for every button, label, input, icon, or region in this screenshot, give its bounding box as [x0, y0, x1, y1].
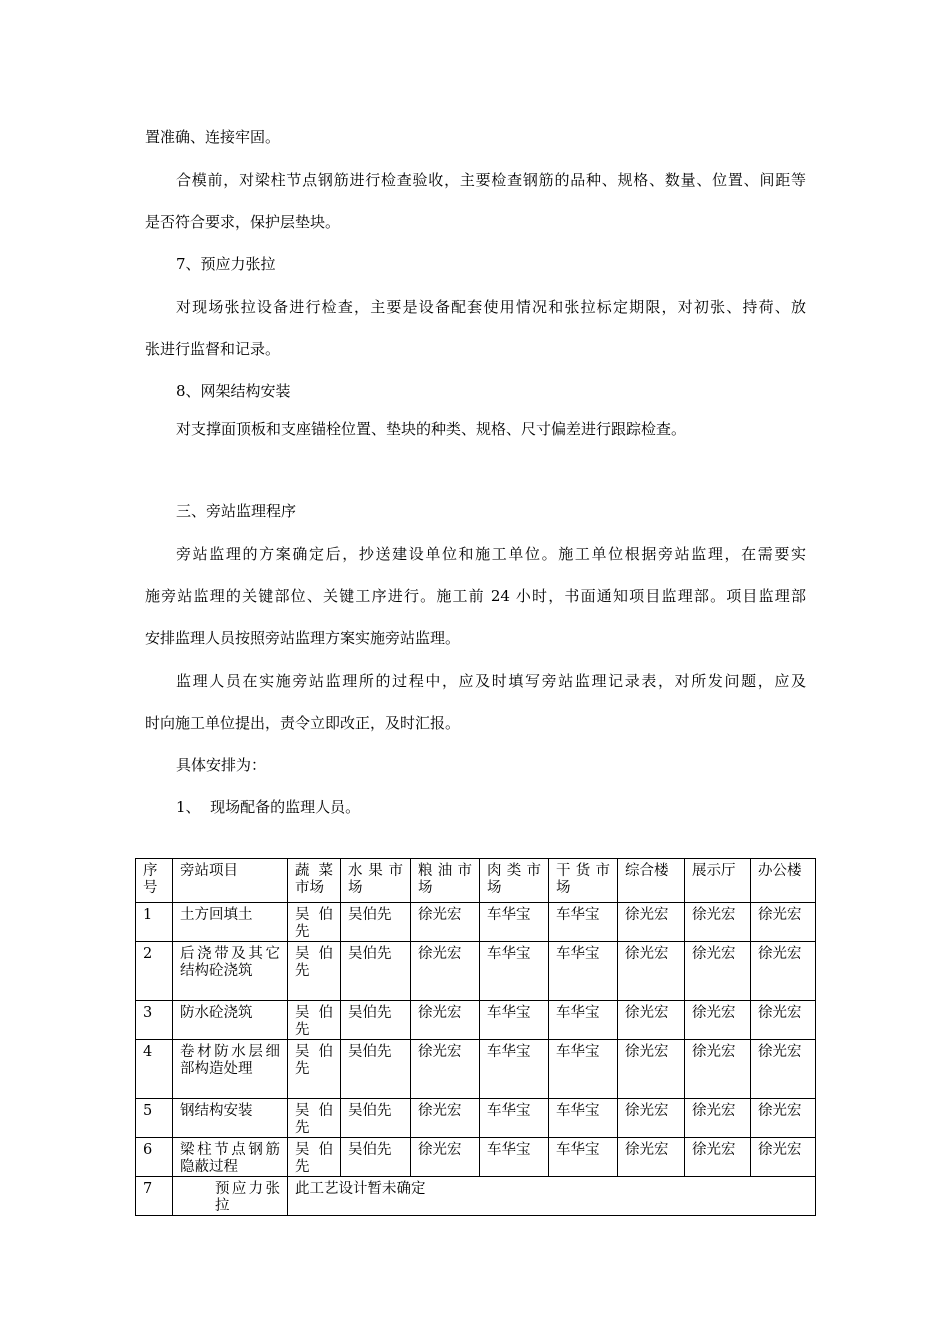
merged-note-cell: 此工艺设计暂未确定: [288, 1177, 816, 1216]
table-cell: 徐光宏: [751, 942, 816, 1001]
table-cell: 吴伯先: [288, 1040, 341, 1099]
paragraph-line: 具体安排为：: [176, 756, 267, 774]
table-cell: 车华宝: [480, 942, 549, 1001]
table-cell: 徐光宏: [411, 1138, 480, 1177]
table-cell: 车华宝: [549, 942, 618, 1001]
supervision-staff-table: [135, 858, 816, 1216]
section-heading: 三、旁站监理程序: [176, 502, 297, 520]
header-cell: 综合楼: [618, 859, 685, 903]
table-cell: 土方回填土: [173, 903, 288, 942]
table-cell: 徐光宏: [685, 1001, 751, 1040]
section-heading: 7、预应力张拉: [176, 255, 276, 273]
table-cell: 6: [136, 1138, 173, 1177]
table-cell: 车华宝: [549, 1099, 618, 1138]
table-cell: 7: [136, 1177, 173, 1216]
paragraph-line: 对支撑面顶板和支座锚栓位置、垫块的种类、规格、尺寸偏差进行跟踪检查。: [176, 420, 687, 438]
paragraph-line: 置准确、连接牢固。: [145, 128, 281, 146]
table-cell: 徐光宏: [618, 1138, 685, 1177]
table-cell: 车华宝: [480, 1001, 549, 1040]
table-row: [136, 942, 816, 1001]
table-cell: 防水砼浇筑: [173, 1001, 288, 1040]
table-cell: 车华宝: [549, 1138, 618, 1177]
header-cell: 肉类市场: [480, 859, 549, 903]
table-cell: 徐光宏: [751, 1040, 816, 1099]
table-cell: 车华宝: [480, 1138, 549, 1177]
table-cell: 梁柱节点钢筋隐蔽过程: [173, 1138, 288, 1177]
table-cell: 徐光宏: [411, 942, 480, 1001]
table-cell: 4: [136, 1040, 173, 1099]
paragraph-line: 是否符合要求，保护层垫块。: [145, 213, 341, 231]
table-cell: 1: [136, 903, 173, 942]
table-cell: 徐光宏: [618, 1040, 685, 1099]
table-cell: 车华宝: [480, 1040, 549, 1099]
table-cell: 吴伯先: [341, 903, 411, 942]
table-row: [136, 1099, 816, 1138]
table-cell: 车华宝: [549, 903, 618, 942]
table-cell: 徐光宏: [411, 1001, 480, 1040]
table-cell: 卷材防水层细部构造处理: [173, 1040, 288, 1099]
paragraph-line: 合模前，对梁柱节点钢筋进行检查验收，主要检查钢筋的品种、规格、数量、位置、间距等: [176, 171, 806, 189]
table-cell: 徐光宏: [618, 1099, 685, 1138]
table-cell: 后浇带及其它结构砼浇筑: [173, 942, 288, 1001]
table-cell: 吴伯先: [341, 942, 411, 1001]
section-heading: 8、网架结构安装: [176, 382, 291, 400]
table-cell: 徐光宏: [685, 903, 751, 942]
paragraph-line: 监理人员在实施旁站监理所的过程中，应及时填写旁站监理记录表，对所发问题，应及: [176, 672, 806, 690]
table-cell: 徐光宏: [618, 1001, 685, 1040]
header-cell: 办公楼: [751, 859, 816, 903]
table-cell: 吴伯先: [341, 1040, 411, 1099]
header-cell: 干货市场: [549, 859, 618, 903]
table-cell: 车华宝: [480, 1099, 549, 1138]
table-cell: 吴伯先: [341, 1138, 411, 1177]
paragraph-line: 旁站监理的方案确定后，抄送建设单位和施工单位。施工单位根据旁站监理，在需要实: [176, 545, 806, 563]
table-row: [136, 903, 816, 942]
table-cell: 徐光宏: [751, 903, 816, 942]
table-row: [136, 1138, 816, 1177]
table-cell: 徐光宏: [411, 903, 480, 942]
table-cell: 钢结构安装: [173, 1099, 288, 1138]
table-cell: 徐光宏: [751, 1099, 816, 1138]
header-cell: 展示厅: [685, 859, 751, 903]
table-cell: 吴伯先: [288, 942, 341, 1001]
table-row: [136, 1040, 816, 1099]
table-cell: 车华宝: [549, 1001, 618, 1040]
table-cell: 徐光宏: [685, 1040, 751, 1099]
table-cell: 5: [136, 1099, 173, 1138]
table-cell: 徐光宏: [685, 1138, 751, 1177]
table-cell: 徐光宏: [685, 942, 751, 1001]
paragraph-line: 对现场张拉设备进行检查，主要是设备配套使用情况和张拉标定期限，对初张、持荷、放: [176, 298, 806, 316]
table-cell: 徐光宏: [618, 942, 685, 1001]
table-cell: 2: [136, 942, 173, 1001]
paragraph-line: 施旁站监理的关键部位、关键工序进行。施工前 24 小时，书面通知项目监理部。项目监理部: [145, 587, 806, 605]
table-cell: 徐光宏: [685, 1099, 751, 1138]
table-row: [136, 1001, 816, 1040]
table-cell: 徐光宏: [411, 1040, 480, 1099]
table-cell: 徐光宏: [751, 1138, 816, 1177]
table-cell: 徐光宏: [751, 1001, 816, 1040]
header-cell: 水果市场: [341, 859, 411, 903]
table-cell: 吴伯先: [341, 1001, 411, 1040]
header-cell: 粮油市场: [411, 859, 480, 903]
header-cell: 蔬菜市场: [288, 859, 341, 903]
header-cell: 序号: [136, 859, 173, 903]
table-cell: 车华宝: [549, 1040, 618, 1099]
paragraph-line: 时向施工单位提出，责令立即改正，及时汇报。: [145, 714, 461, 732]
table-cell: 预应力张拉: [173, 1177, 288, 1216]
table-header-row: [136, 859, 816, 903]
header-cell: 旁站项目: [173, 859, 288, 903]
paragraph-line: 张进行监督和记录。: [145, 340, 281, 358]
table-cell: 吴伯先: [288, 903, 341, 942]
table-cell: 吴伯先: [288, 1001, 341, 1040]
table-cell: 车华宝: [480, 903, 549, 942]
paragraph-line: 安排监理人员按照旁站监理方案实施旁站监理。: [145, 629, 461, 647]
table-cell: 3: [136, 1001, 173, 1040]
table-cell: 徐光宏: [411, 1099, 480, 1138]
table-cell: 徐光宏: [618, 903, 685, 942]
table-row: [136, 1177, 816, 1216]
table-cell: 吴伯先: [341, 1099, 411, 1138]
list-item: 1、 现场配备的监理人员。: [176, 798, 361, 816]
table-cell: 吴伯先: [288, 1138, 341, 1177]
table-cell: 吴伯先: [288, 1099, 341, 1138]
